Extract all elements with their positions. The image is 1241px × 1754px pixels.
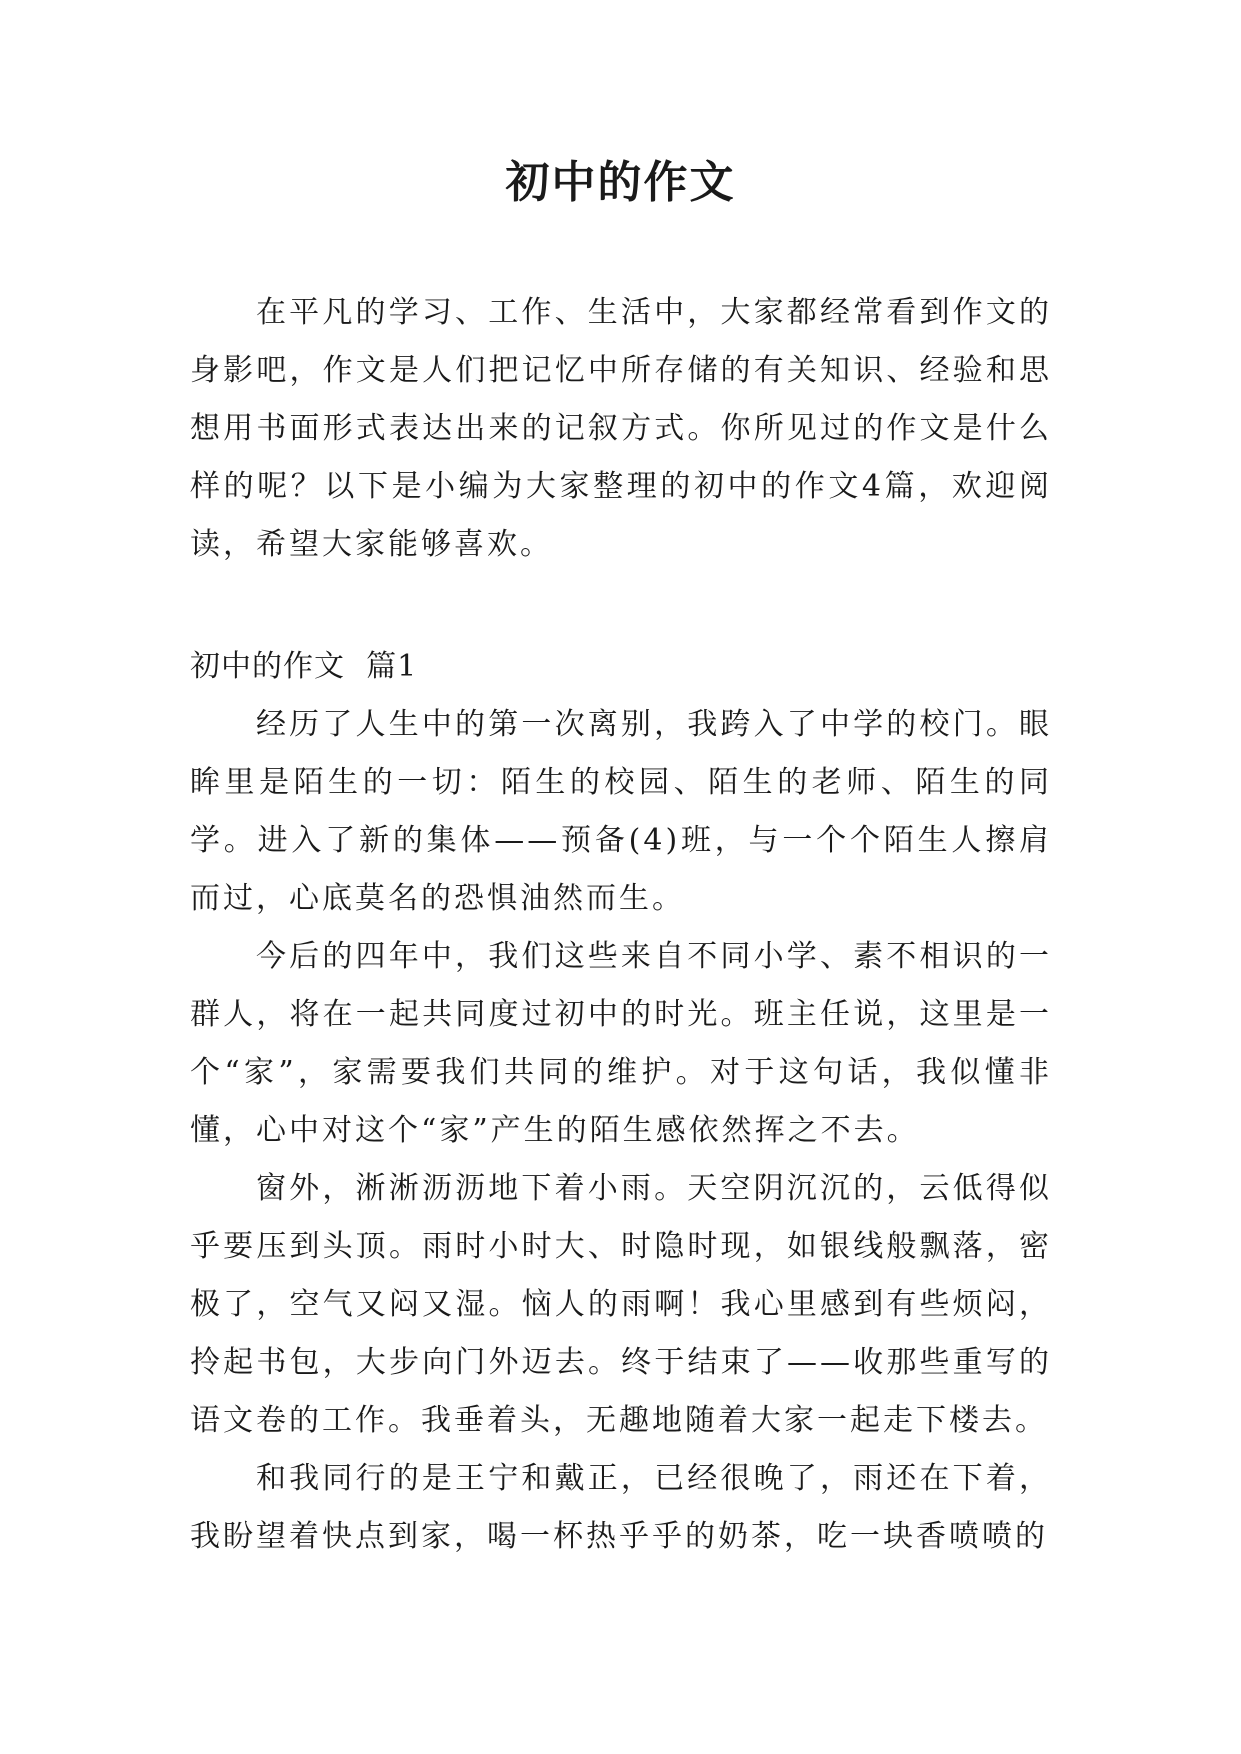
body-paragraph-1: 经历了人生中的第一次离别，我跨入了中学的校门。眼眸里是陌生的一切：陌生的校园、陌生的老师、陌生的同学。进入了新的集体——预备(4)班，与一个个陌生人擦肩而过，心底莫名的恐惧油然而生。 [190, 707, 1052, 916]
intro-paragraph: 在平凡的学习、工作、生活中，大家都经常看到作文的身影吧，作文是人们把记忆中所存储的有关知识、经验和思想用书面形式表达出来的记叙方式。你所见过的作文是什么样的呢？以下是小编为大家整理的初中的作文4篇，欢迎阅读，希望大家能够喜欢。 [190, 295, 1052, 562]
body-paragraph-2: 今后的四年中，我们这些来自不同小学、素不相识的一群人，将在一起共同度过初中的时光。班主任说，这里是一个“家”，家需要我们共同的维护。对于这句话，我似懂非懂，心中对这个“家”产生的陌生感依然挥之不去。 [190, 939, 1052, 1148]
section-heading: 初中的作文 篇1 [190, 649, 418, 684]
body-paragraph-4: 和我同行的是王宁和戴正，已经很晚了，雨还在下着，我盼望着快点到家，喝一杯热乎乎的奶茶，吃一块香喷喷的 [190, 1461, 1052, 1554]
document-title: 初中的作文 [505, 157, 736, 208]
body-paragraph-3: 窗外，淅淅沥沥地下着小雨。天空阴沉沉的，云低得似乎要压到头顶。雨时小时大、时隐时现，如银线般飘落，密极了，空气又闷又湿。恼人的雨啊！我心里感到有些烦闷，拎起书包，大步向门外迈去。终于结束了——收那些重写的语文卷的工作。我垂着头，无趣地随着大家一起走下楼去。 [190, 1171, 1052, 1438]
